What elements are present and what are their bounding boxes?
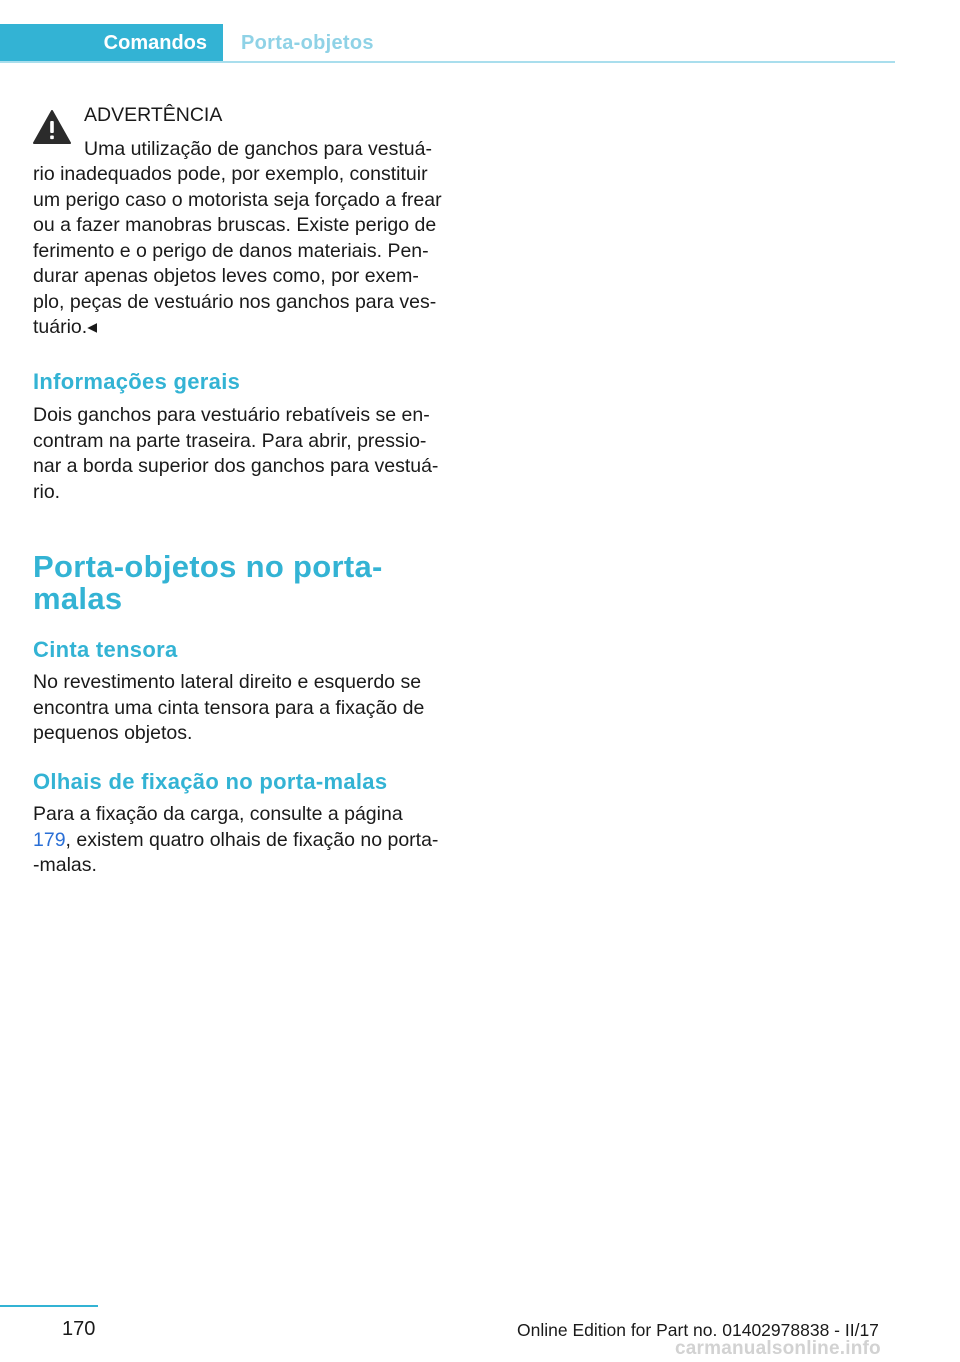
warning-line: rio inadequados pode, por exemplo, constituir (33, 163, 428, 185)
strap-section (33, 636, 448, 664)
warning-line: ferimento e o perigo de danos materiais. Pen- (33, 239, 429, 262)
warning-line: ou a fazer manobras bruscas. Existe perigo de (33, 214, 437, 236)
strap-text (33, 670, 448, 747)
trunk-section-title (33, 551, 448, 615)
subsection-tab-label: Porta-objetos (241, 31, 374, 54)
warning-line: um perigo caso o motorista seja forçado a frear (33, 188, 442, 211)
warning-line: tuário.◂ (33, 316, 97, 338)
eyelets-line: -malas. (33, 854, 97, 876)
general-info-section (33, 368, 448, 396)
general-info-line: rio. (33, 480, 61, 503)
eyelets-line-rest: , existem quatro olhais de fixação no porta- (65, 828, 439, 851)
general-info-line: nar a borda superior dos ganchos para vestuá- (33, 455, 439, 477)
general-info-text (33, 403, 448, 505)
page-number: 170 (62, 1318, 96, 1340)
eyelets-line (33, 828, 448, 854)
section-tab-comandos[interactable] (0, 24, 223, 62)
warning-title: ADVERTÊNCIA (84, 104, 223, 126)
eyelets-text (33, 802, 448, 879)
general-info-line: contram na parte traseira. Para abrir, pressio- (33, 429, 427, 452)
strap-heading: Cinta tensora (33, 637, 178, 662)
warning-text (33, 162, 453, 341)
trunk-title-line2: malas (33, 581, 123, 616)
trunk-title-line1: Porta-objetos no porta- (33, 549, 383, 584)
general-info-heading: Informações gerais (33, 369, 241, 394)
section-tab-porta-objetos[interactable] (241, 24, 374, 62)
strap-line: pequenos objetos. (33, 722, 193, 744)
footer-divider (0, 1305, 98, 1307)
eyelets-line: Para a fixação da carga, consulte a página (33, 803, 403, 825)
strap-line: encontra uma cinta tensora para a fixação de (33, 696, 425, 719)
warning-line: plo, peças de vestuário nos ganchos para ves- (33, 290, 437, 313)
warning-line: durar apenas objetos leves como, por exem- (33, 265, 419, 287)
section-tab-label: Comandos (103, 31, 207, 54)
header-divider (0, 61, 895, 63)
warning-triangle-icon (32, 109, 72, 145)
page-reference-link[interactable]: 179 (33, 828, 66, 851)
eyelets-section (33, 768, 448, 796)
edition-note: Online Edition for Part no. 01402978838 - II/17 (517, 1320, 879, 1340)
eyelets-heading: Olhais de fixação no porta-malas (33, 769, 388, 794)
watermark: carmanualsonline.info (675, 1338, 881, 1359)
warning-first-line: Uma utilização de ganchos para vestuá- (84, 138, 432, 160)
general-info-line: Dois ganchos para vestuário rebatíveis se en- (33, 404, 430, 426)
strap-line: No revestimento lateral direito e esquerdo se (33, 671, 422, 693)
